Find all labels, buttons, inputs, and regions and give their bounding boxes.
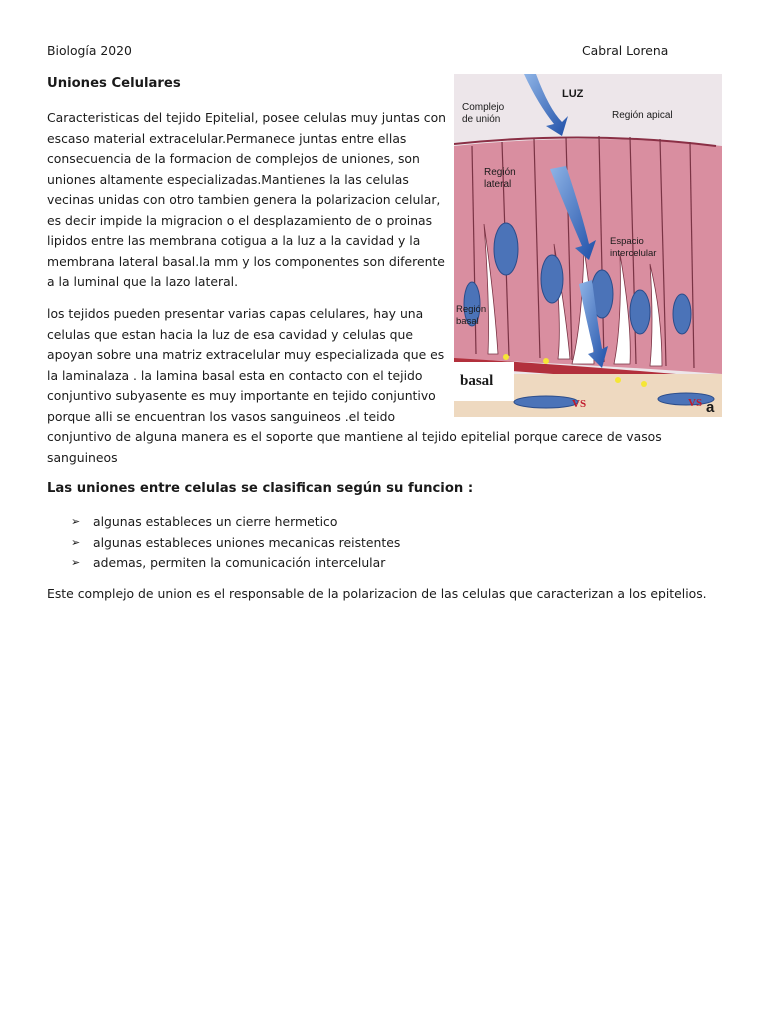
label-apical: Región apical bbox=[612, 110, 673, 121]
label-espacio-1: Espacio bbox=[610, 236, 644, 247]
label-lateral-1: Región bbox=[484, 167, 516, 178]
label-region-basal-2: basal bbox=[456, 316, 479, 327]
arrow-bullet-icon: ➢ bbox=[71, 556, 81, 569]
section-subtitle: Las uniones entre celulas se clasifican según su funcion : bbox=[47, 481, 474, 496]
list-item-text: ademas, permiten la comunicación intercelular bbox=[93, 555, 386, 570]
label-complejo-2: de unión bbox=[462, 114, 501, 125]
document-title: Uniones Celulares bbox=[47, 76, 181, 91]
list-item-text: algunas estableces uniones mecanicas reistentes bbox=[93, 534, 401, 550]
arrow-bullet-icon: ➢ bbox=[71, 515, 81, 528]
bullet-list bbox=[47, 512, 400, 574]
arrow-bullet-icon: ➢ bbox=[71, 535, 81, 549]
label-vs-1: VS bbox=[572, 398, 587, 410]
list-item bbox=[47, 553, 400, 574]
list-item bbox=[47, 533, 400, 554]
label-vs-2: VS bbox=[688, 397, 703, 409]
header-right: Cabral Lorena bbox=[582, 43, 669, 58]
header-left: Biología 2020 bbox=[47, 43, 132, 58]
paragraph-1: Caracteristicas del tejido Epitelial, posee celulas muy juntas con escaso material extracelular.Permanece juntas entre ellas consecuencia de la formacion de complejos de uniones, son uniones altamente especializadas.Mantienes la las celulas vecinas unidas con otro tambien genera la polarizacion celular, es decir impide la migracion o el desplazamiento de o proinas lipidos entre las membrana cotigua a la luz a la cavidad y la membrana lateral basal.la mm y los componentes son diferente a la luminal que la lazo lateral. bbox=[47, 110, 447, 289]
list-item bbox=[47, 512, 400, 533]
epithelium-diagram bbox=[454, 74, 722, 417]
label-letter: a bbox=[706, 399, 715, 416]
paragraph-2: los tejidos pueden presentar varias capas celulares, hay una celulas que estan hacia la luz de esa cavidad y celulas que apoyan sobre una matriz extracelular muy especializada que es la laminalaza . la lamina basal esta en contacto con el tejido conjuntivo subyasente es muy importante en tejido conjuntivo porque alli se encuentran los vasos sanguineos .el teido bbox=[47, 306, 445, 424]
paragraph-2-continued: conjuntivo de alguna manera es el soporte que mantiene al tejido epitelial porque carece de vasos sanguineos bbox=[47, 429, 662, 465]
label-luz: LUZ bbox=[562, 88, 584, 100]
label-espacio-2: intercelular bbox=[610, 248, 657, 259]
list-item-text: algunas estableces un cierre hermetico bbox=[93, 514, 338, 529]
label-basal: basal bbox=[460, 373, 494, 389]
label-complejo-1: Complejo bbox=[462, 102, 505, 113]
label-lateral-2: lateral bbox=[484, 179, 512, 190]
label-region-basal-1: Región bbox=[456, 304, 487, 315]
closing-paragraph: Este complejo de union es el responsable de la polarizacion de las celulas que caracterizan a los epitelios. bbox=[47, 586, 707, 601]
